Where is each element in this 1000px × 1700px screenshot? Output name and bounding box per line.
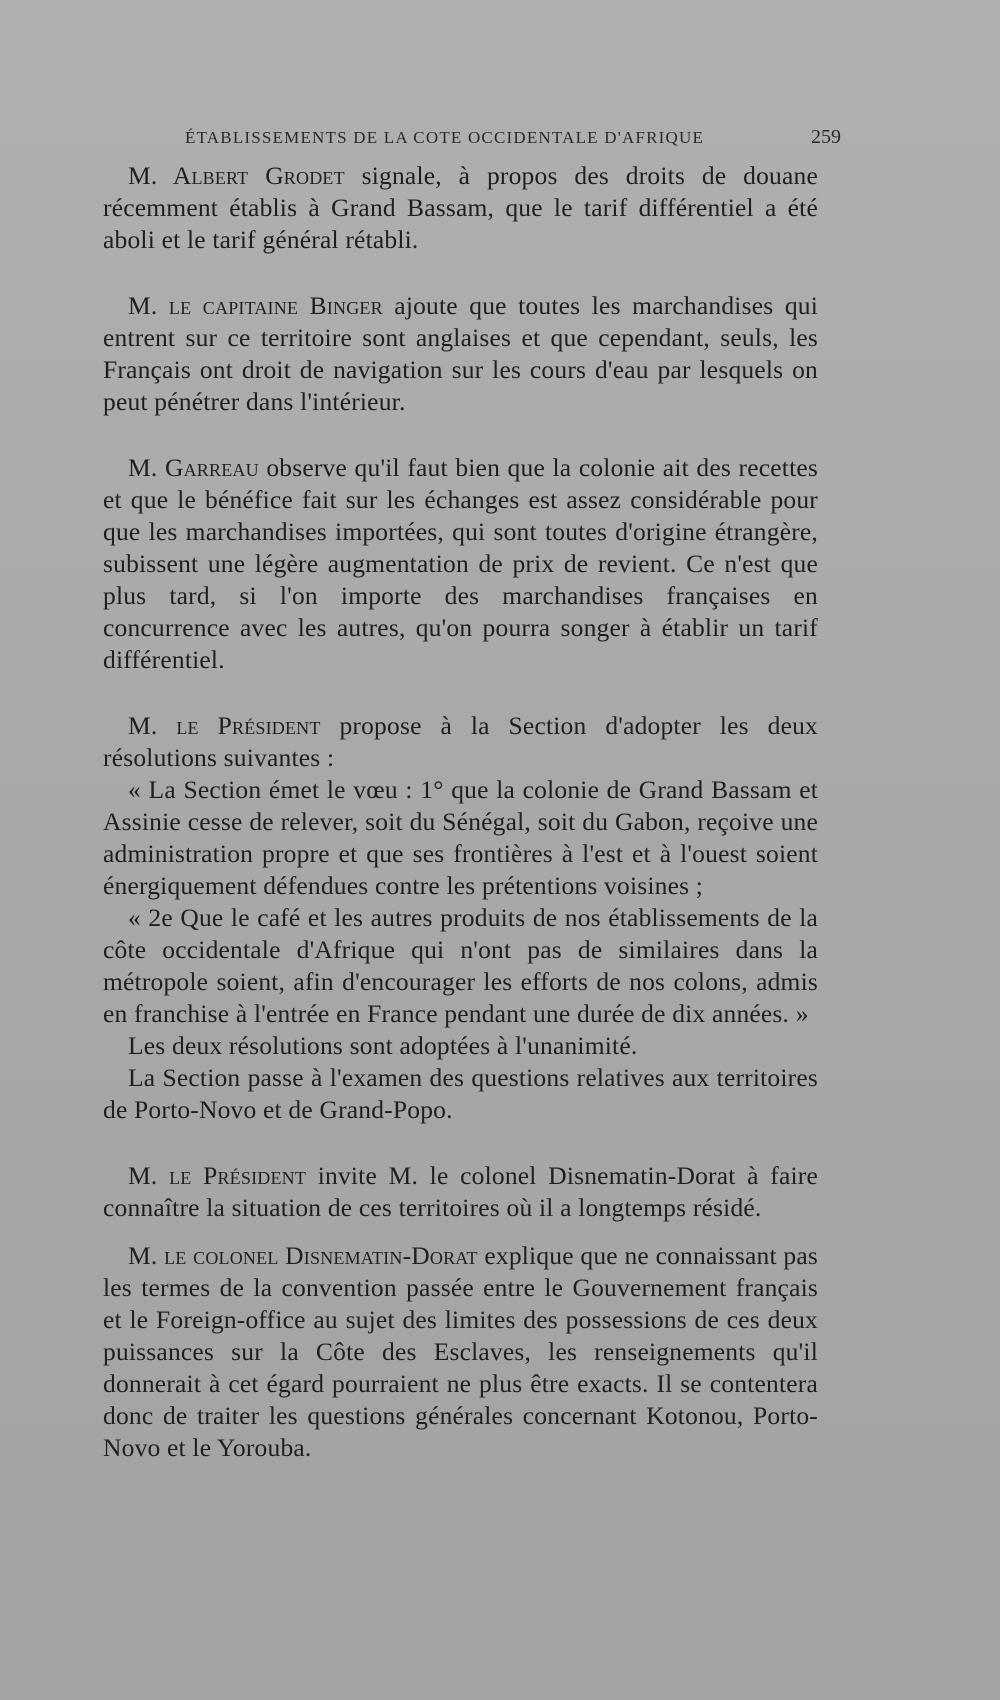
paragraph-text: La Section passe à l'examen des questions relatives aux territoires de Porto-Novo et de Grand-Popo.	[103, 1063, 818, 1124]
speaker-name: M. Albert Grodet	[128, 161, 345, 190]
paragraph-text: observe qu'il faut bien que la colonie ait des recettes et que le bénéfice fait sur les échanges est assez considérable pour que les marchandises importées, qui sont toutes d'origine étrangère, subissent une légère augmentation de prix de revient. Ce n'est que plus tard, si l'on importe des marchandises françaises en concurrence avec les autres, qu'on pourra songer à établir un tarif différentiel.	[103, 453, 818, 674]
document-body	[103, 160, 818, 1464]
paragraph	[103, 1240, 818, 1464]
paragraph-text: explique que ne connaissant pas les termes de la convention passée entre le Gouvernement français et le Foreign-office au sujet des limites des possessions de ces deux puissances sur la Côte des Esclaves, les renseignements qu'il donnerait à cet égard pourraient ne plus être exacts. Il se contentera donc de traiter les questions générales concernant Kotonou, Porto-Novo et le Yorouba.	[103, 1241, 818, 1462]
paragraph-text: signale, à propos des droits de douane récemment établis à Grand Bassam, que le tarif différentiel a été aboli et le tarif général rétabli.	[103, 161, 818, 254]
paragraph	[103, 1160, 818, 1224]
paragraph	[103, 1062, 818, 1126]
resolution-1	[103, 774, 818, 902]
paragraph	[103, 710, 818, 774]
paragraph-text: « La Section émet le vœu : 1° que la colonie de Grand Bassam et Assinie cesse de relever, soit du Sénégal, soit du Gabon, reçoive une administration propre et que ses frontières à l'est et à l'ouest soient énergiquement défendues contre les prétentions voisines ;	[103, 775, 818, 900]
resolution-2	[103, 902, 818, 1030]
running-header	[185, 126, 841, 148]
paragraph-text: ajoute que toutes les marchandises qui entrent sur ce territoire sont anglaises et que cependant, seuls, les Français ont droit de navigation sur les cours d'eau par lesquels on peut pénétrer dans l'intérieur.	[103, 291, 819, 416]
speaker-name: M. le capitaine Binger	[128, 291, 383, 320]
speaker-name: M. Garreau	[128, 453, 259, 482]
speaker-name: M. le Président	[128, 1161, 307, 1190]
speaker-name: M. le colonel Disnematin-Dorat	[128, 1241, 478, 1270]
paragraph	[103, 452, 818, 676]
speaker-name: M. le Président	[128, 711, 321, 740]
paragraph	[103, 160, 818, 256]
running-title: ÉTABLISSEMENTS DE LA COTE OCCIDENTALE D'AFRIQUE	[185, 128, 705, 147]
paragraph-text: « 2e Que le café et les autres produits de nos établissements de la côte occidentale d'Afrique qui n'ont pas de similaires dans la métropole soient, afin d'encourager les efforts de nos colons, admis en franchise à l'entrée en France pendant une durée de dix années. »	[103, 903, 818, 1028]
paragraph-text: propose à la Section d'adopter les deux résolutions suivantes :	[103, 711, 818, 772]
paragraph-text: invite M. le colonel Disnematin-Dorat à faire connaître la situation de ces territoires où il a longtemps résidé.	[103, 1161, 818, 1222]
paragraph-text: Les deux résolutions sont adoptées à l'unanimité.	[128, 1031, 638, 1060]
paragraph	[103, 1030, 818, 1062]
page-number: 259	[811, 126, 841, 148]
paragraph	[103, 290, 818, 418]
